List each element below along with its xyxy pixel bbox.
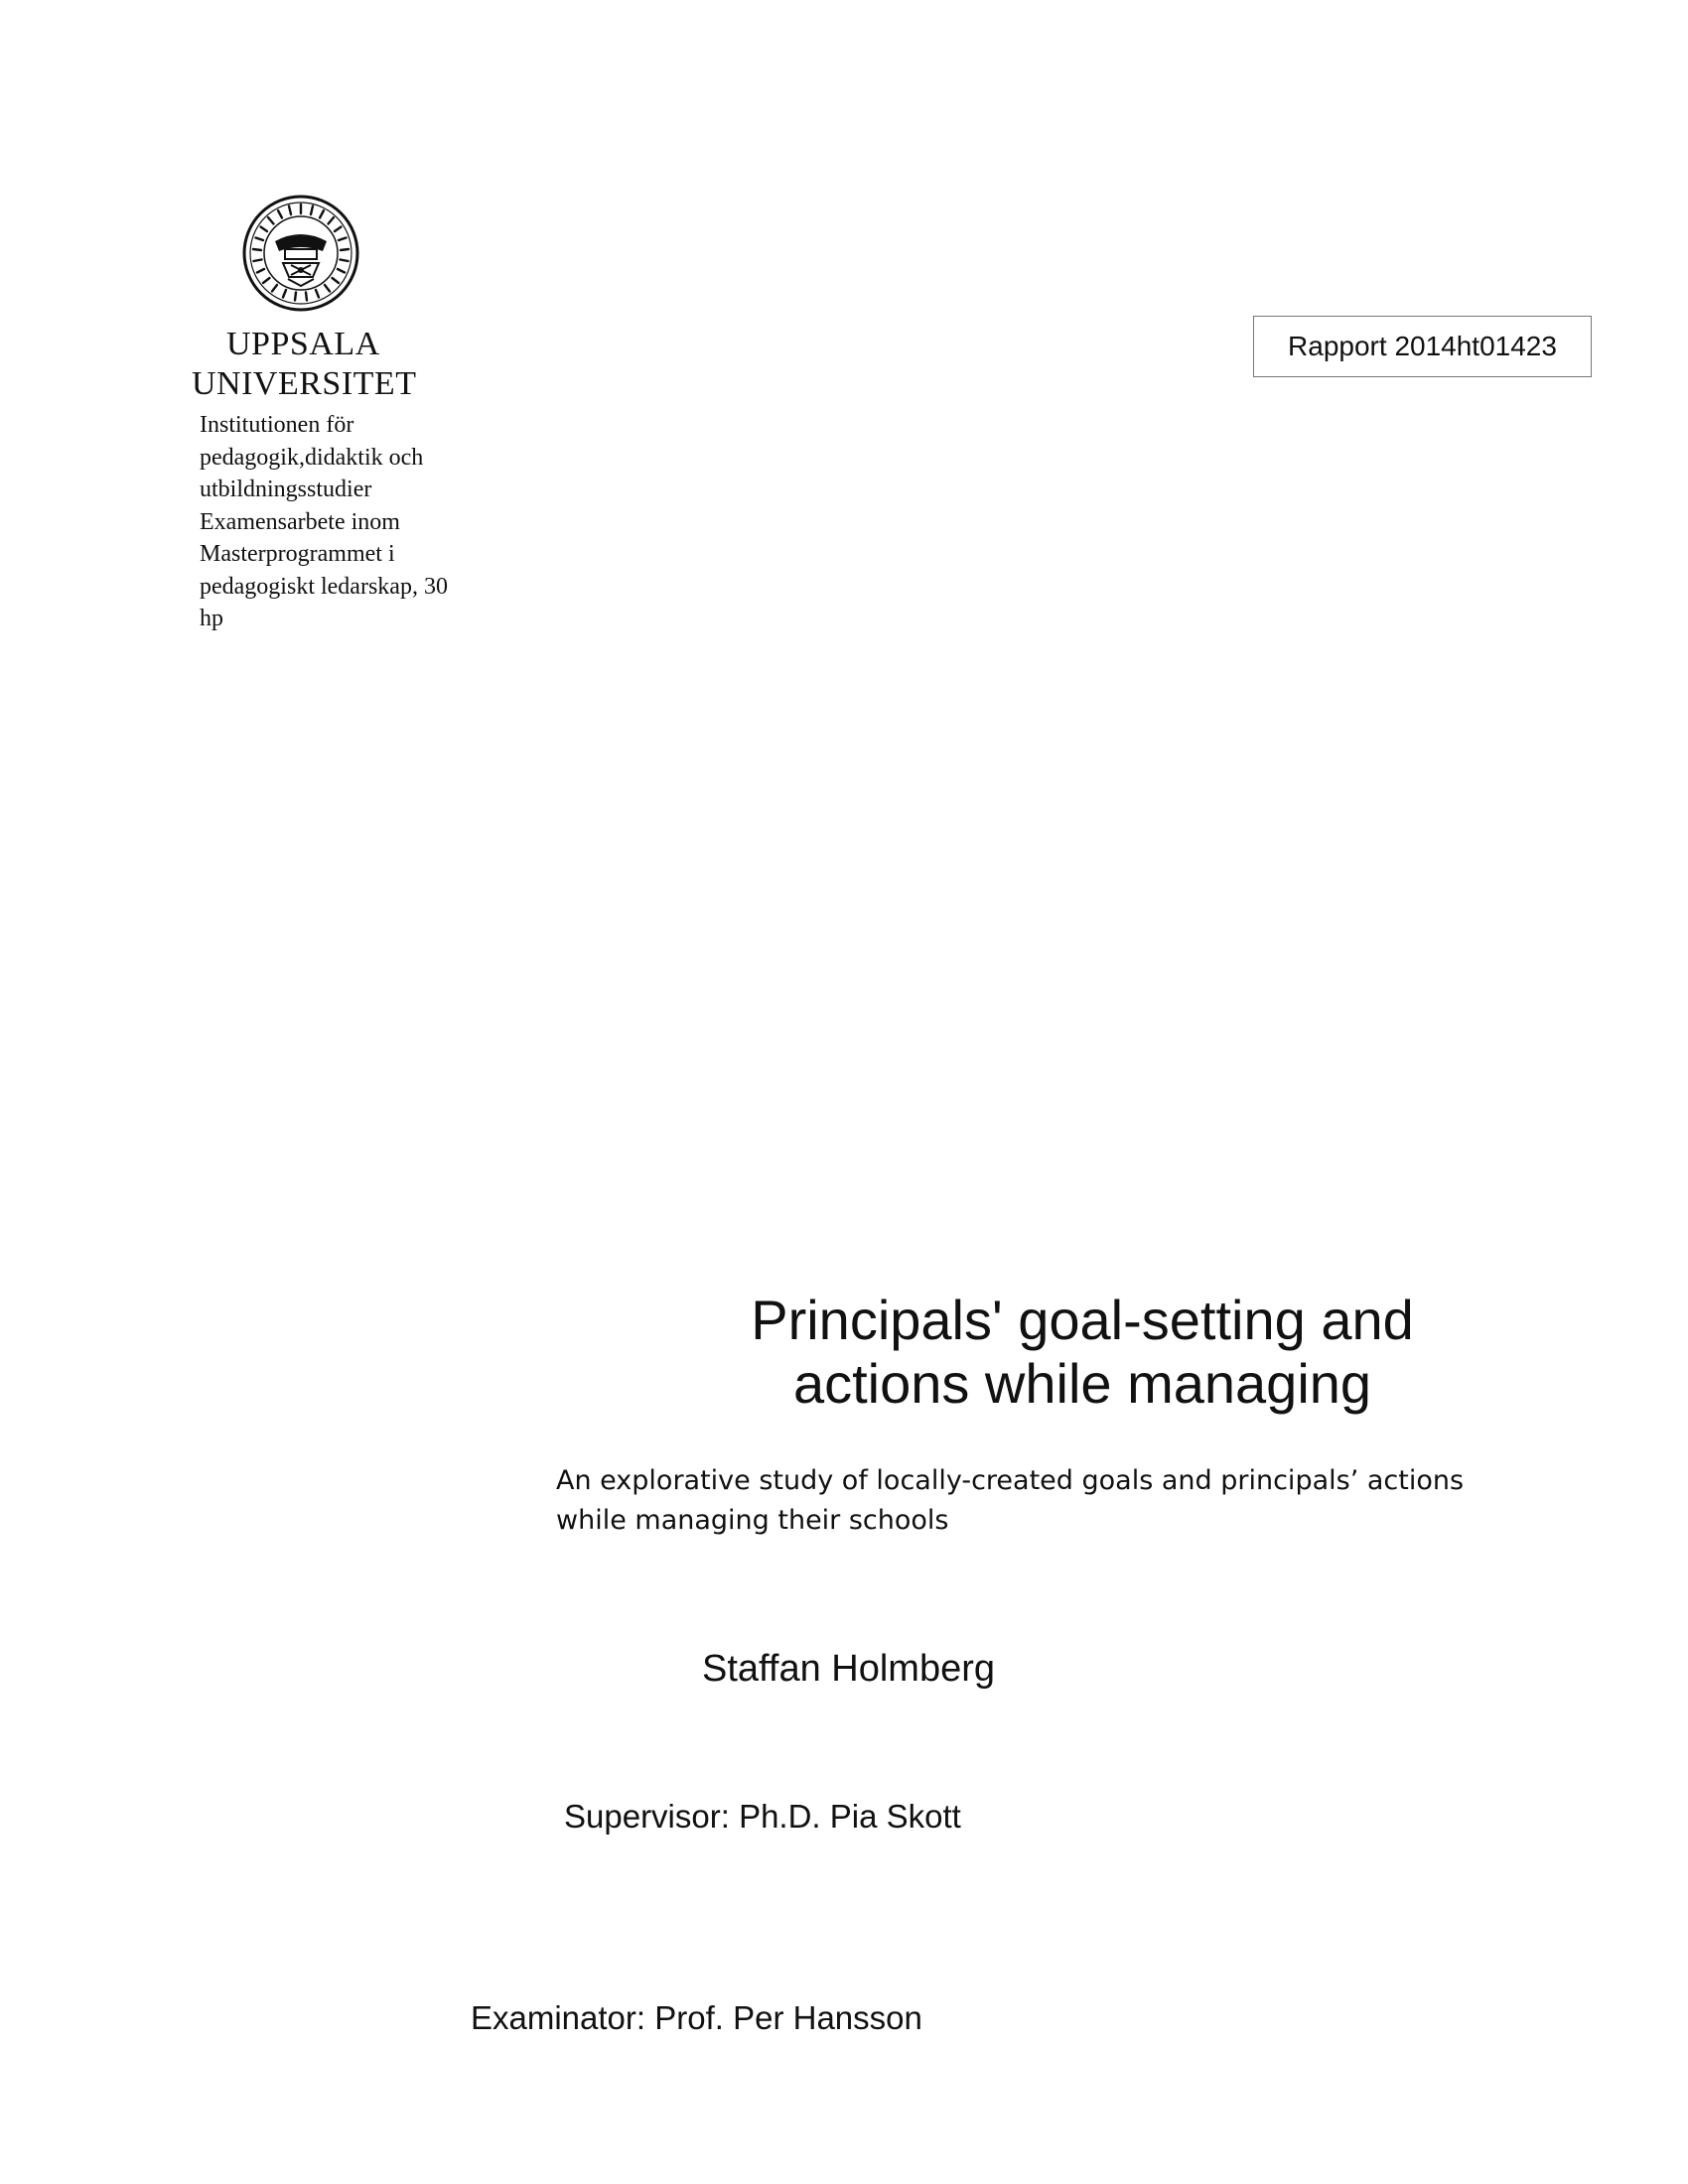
thesis-title-line1: Principals' goal-setting and	[751, 1289, 1414, 1351]
examiner-line: Examinator: Prof. Per Hansson	[471, 1999, 922, 2036]
report-number-box	[1253, 316, 1592, 377]
thesis-subtitle-line1: An explorative study of locally-created goals and principals’ actions	[556, 1465, 1465, 1496]
department-info	[200, 409, 497, 631]
thesis-subtitle	[556, 1461, 1489, 1541]
thesis-subtitle-line2: while managing their schools	[556, 1505, 949, 1536]
thesis-title	[695, 1289, 1470, 1416]
report-number: Rapport 2014ht01423	[1288, 331, 1557, 361]
university-name-line1: UPPSALA	[226, 326, 380, 362]
department-line: Masterprogrammet i	[200, 541, 395, 567]
supervisor-line: Supervisor: Ph.D. Pia Skott	[564, 1798, 961, 1835]
university-seal-logo	[241, 194, 360, 313]
thesis-title-line2: actions while managing	[792, 1352, 1372, 1415]
department-line: pedagogiskt ledarskap, 30	[200, 573, 448, 600]
department-line: hp	[200, 606, 223, 631]
department-line: pedagogik,didaktik och	[200, 444, 424, 471]
seal-icon	[241, 194, 360, 313]
author-name: Staffan Holmberg	[702, 1648, 996, 1690]
university-name	[192, 325, 440, 404]
department-line: Institutionen för	[200, 412, 354, 438]
department-line: utbildningsstudier	[200, 477, 372, 502]
university-name-line2: UNIVERSITET	[192, 365, 417, 402]
department-line: Examensarbete inom	[200, 508, 400, 535]
